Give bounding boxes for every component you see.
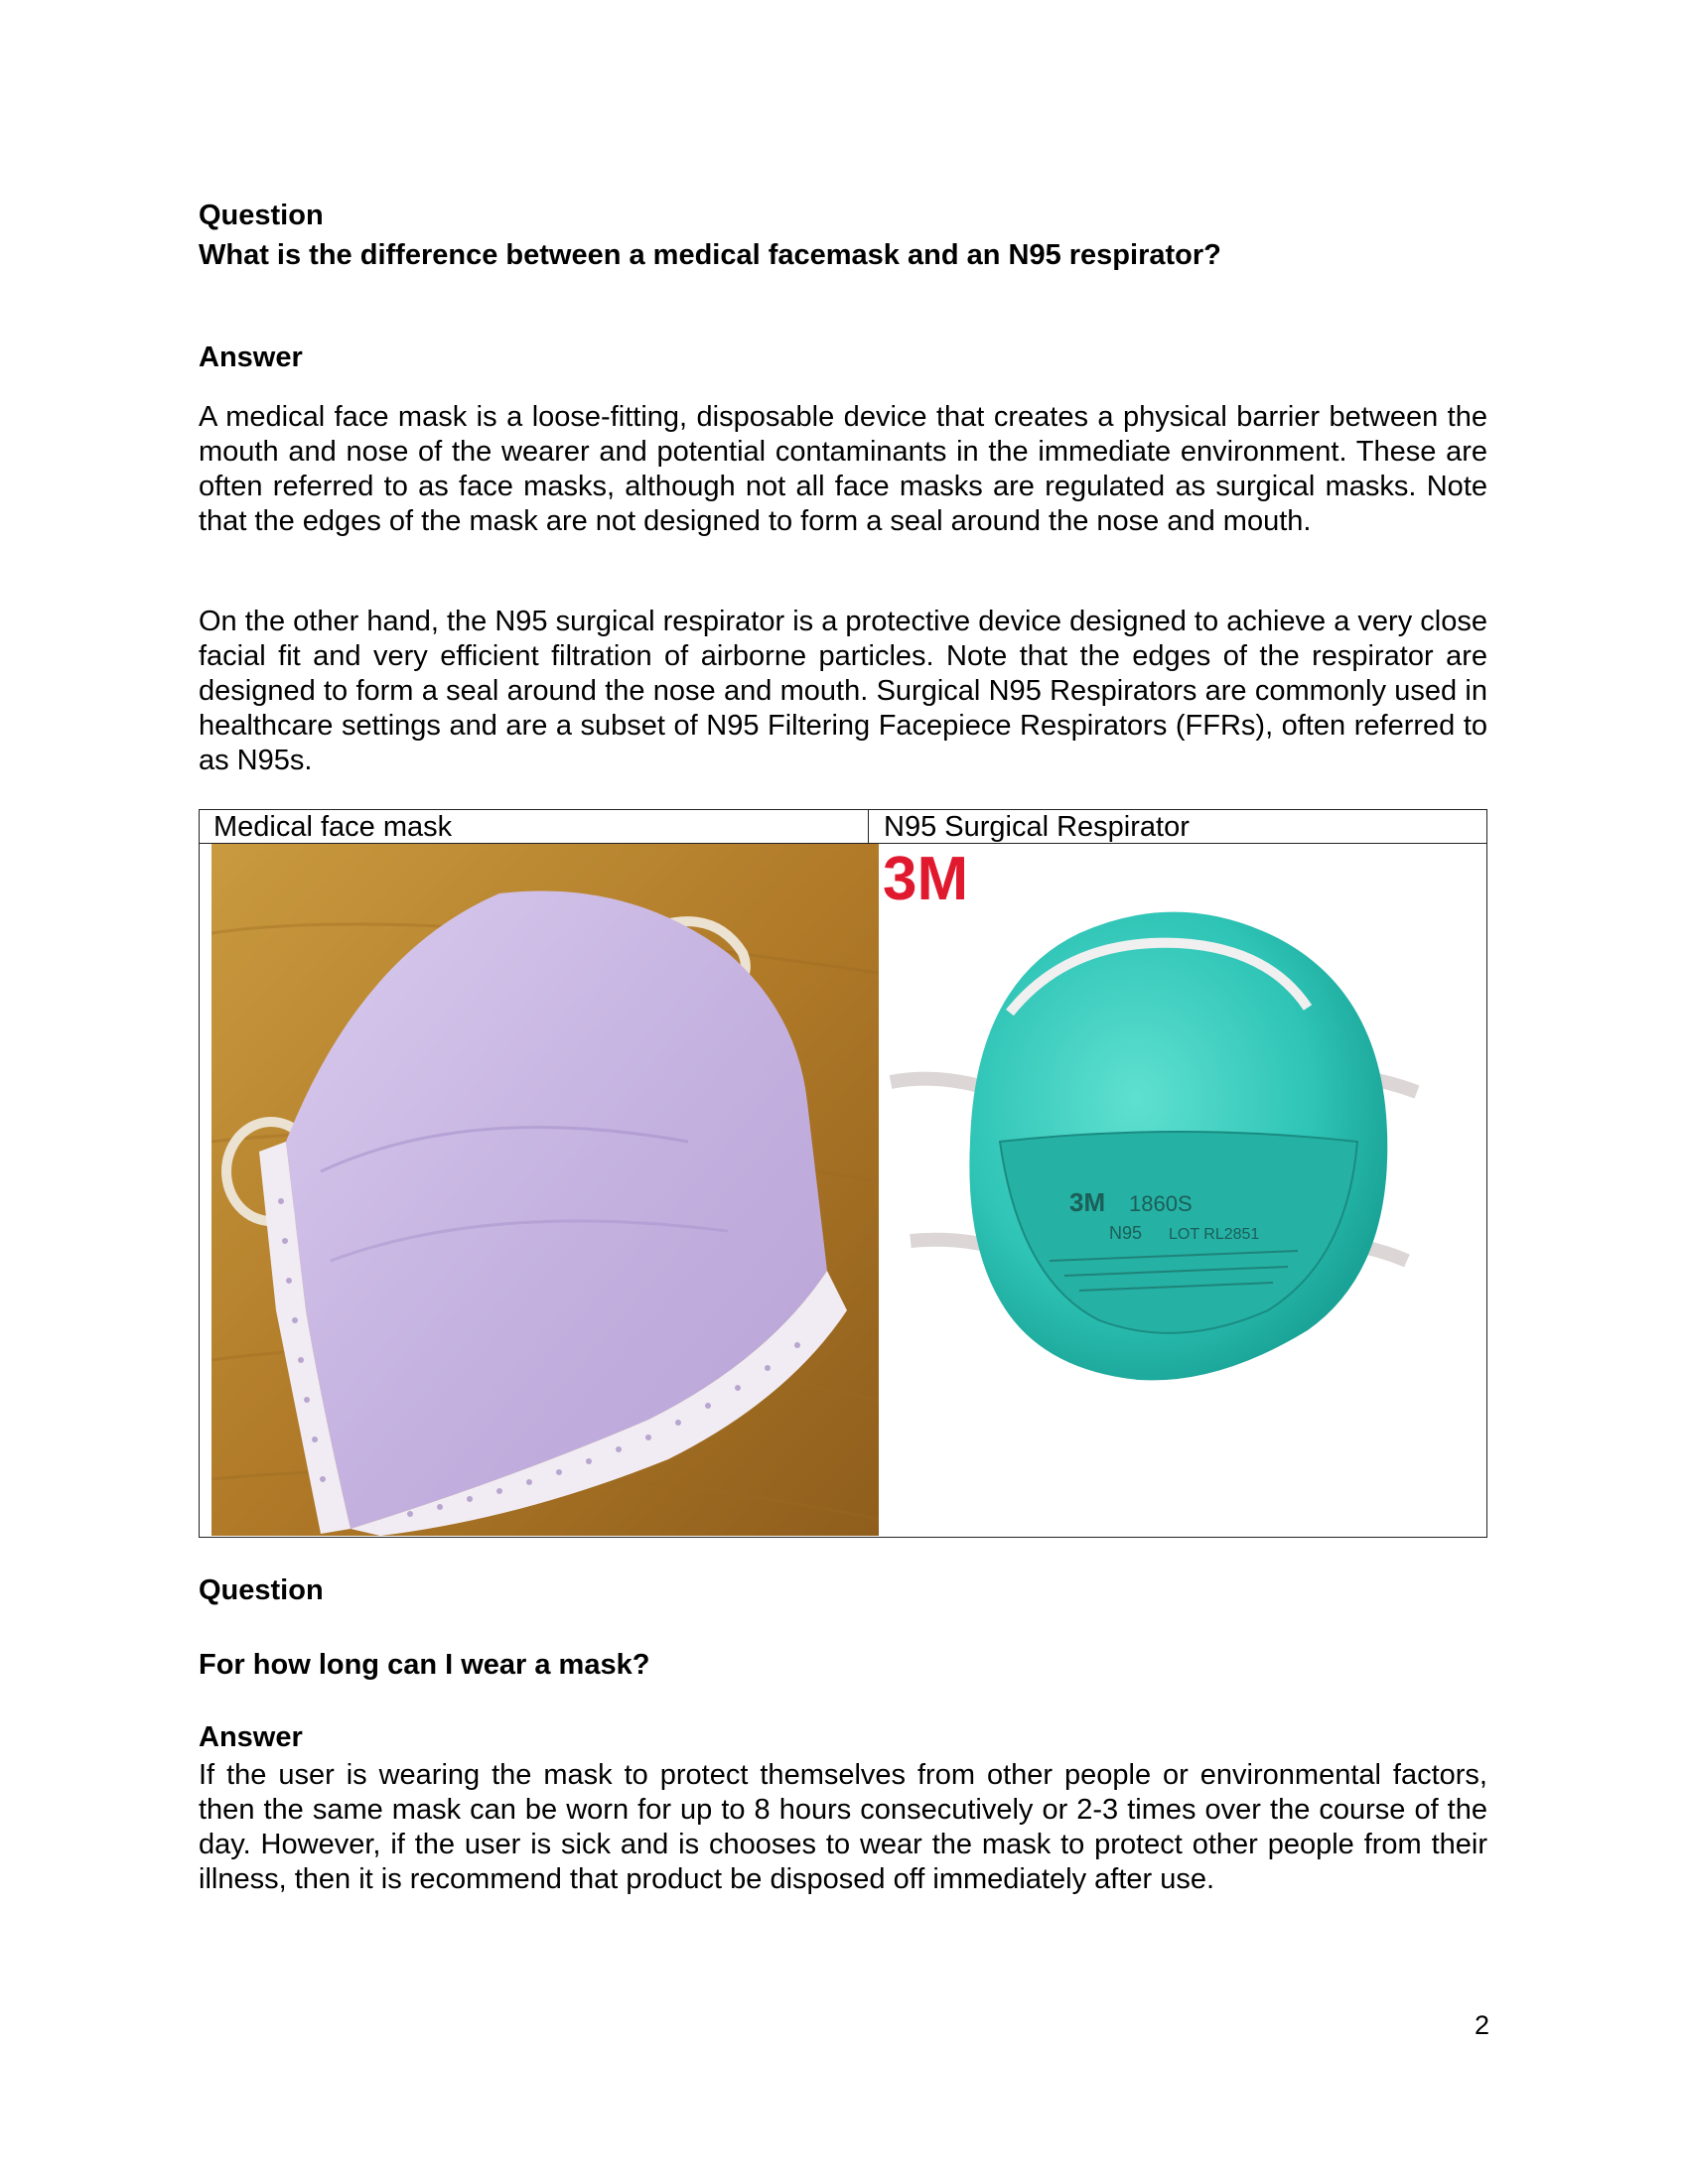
page-number: 2 [1474,2010,1489,2040]
mask-print-lot: LOT RL2851 [1169,1226,1260,1243]
column-header-n95: N95 Surgical Respirator [884,811,1190,843]
comparison-table [199,809,1487,1538]
answer-label: Answer [199,341,303,373]
column-divider [868,810,869,844]
n95-respirator-image [881,844,1486,1536]
medical-face-mask-image [211,844,879,1536]
question-label: Question [199,1574,324,1606]
mask-print-brand: 3M [1069,1187,1106,1217]
question-text: For how long can I wear a mask? [199,1649,650,1681]
column-header-medical-mask: Medical face mask [213,811,453,843]
answer-paragraph: If the user is wearing the mask to protect themselves from other people or environmental factors, then the same mask can be worn for up to 8 hours consecutively or 2-3 times over the course of the day. However, if the user is sick and is chooses to wear the mask to protect other people from their illness, then it is recommend that product be disposed off immediately after use. [199,1759,1487,1895]
question-label: Question [199,200,324,231]
answer-label: Answer [199,1721,303,1753]
medical-face-mask-photo [211,844,879,1536]
question-text: What is the difference between a medical facemask and an N95 respirator? [199,239,1221,271]
answer-paragraph: On the other hand, the N95 surgical respirator is a protective device designed to achieve a very close facial fit and very efficient filtration of airborne particles. Note that the edges of the respirator are designed to form a seal around the nose and mouth. Surgical N95 Respirators are commonly used in healthcare settings and are a subset of N95 Filtering Facepiece Respirators (FFRs), often referred to as N95s. [199,606,1487,776]
mask-print-model: 1860S [1129,1191,1193,1216]
n95-respirator-photo [881,844,1486,1536]
answer-paragraph: A medical face mask is a loose-fitting, disposable device that creates a physical barrier between the mouth and nose of the wearer and potential contaminants in the immediate environment. These are often referred to as face masks, although not all face masks are regulated as surgical masks. Note that the edges of the mask are not designed to form a seal around the nose and mouth. [199,401,1487,537]
comparison-table-header [200,810,1486,844]
brand-logo: 3M [883,845,969,913]
mask-print-n95: N95 [1109,1223,1143,1243]
